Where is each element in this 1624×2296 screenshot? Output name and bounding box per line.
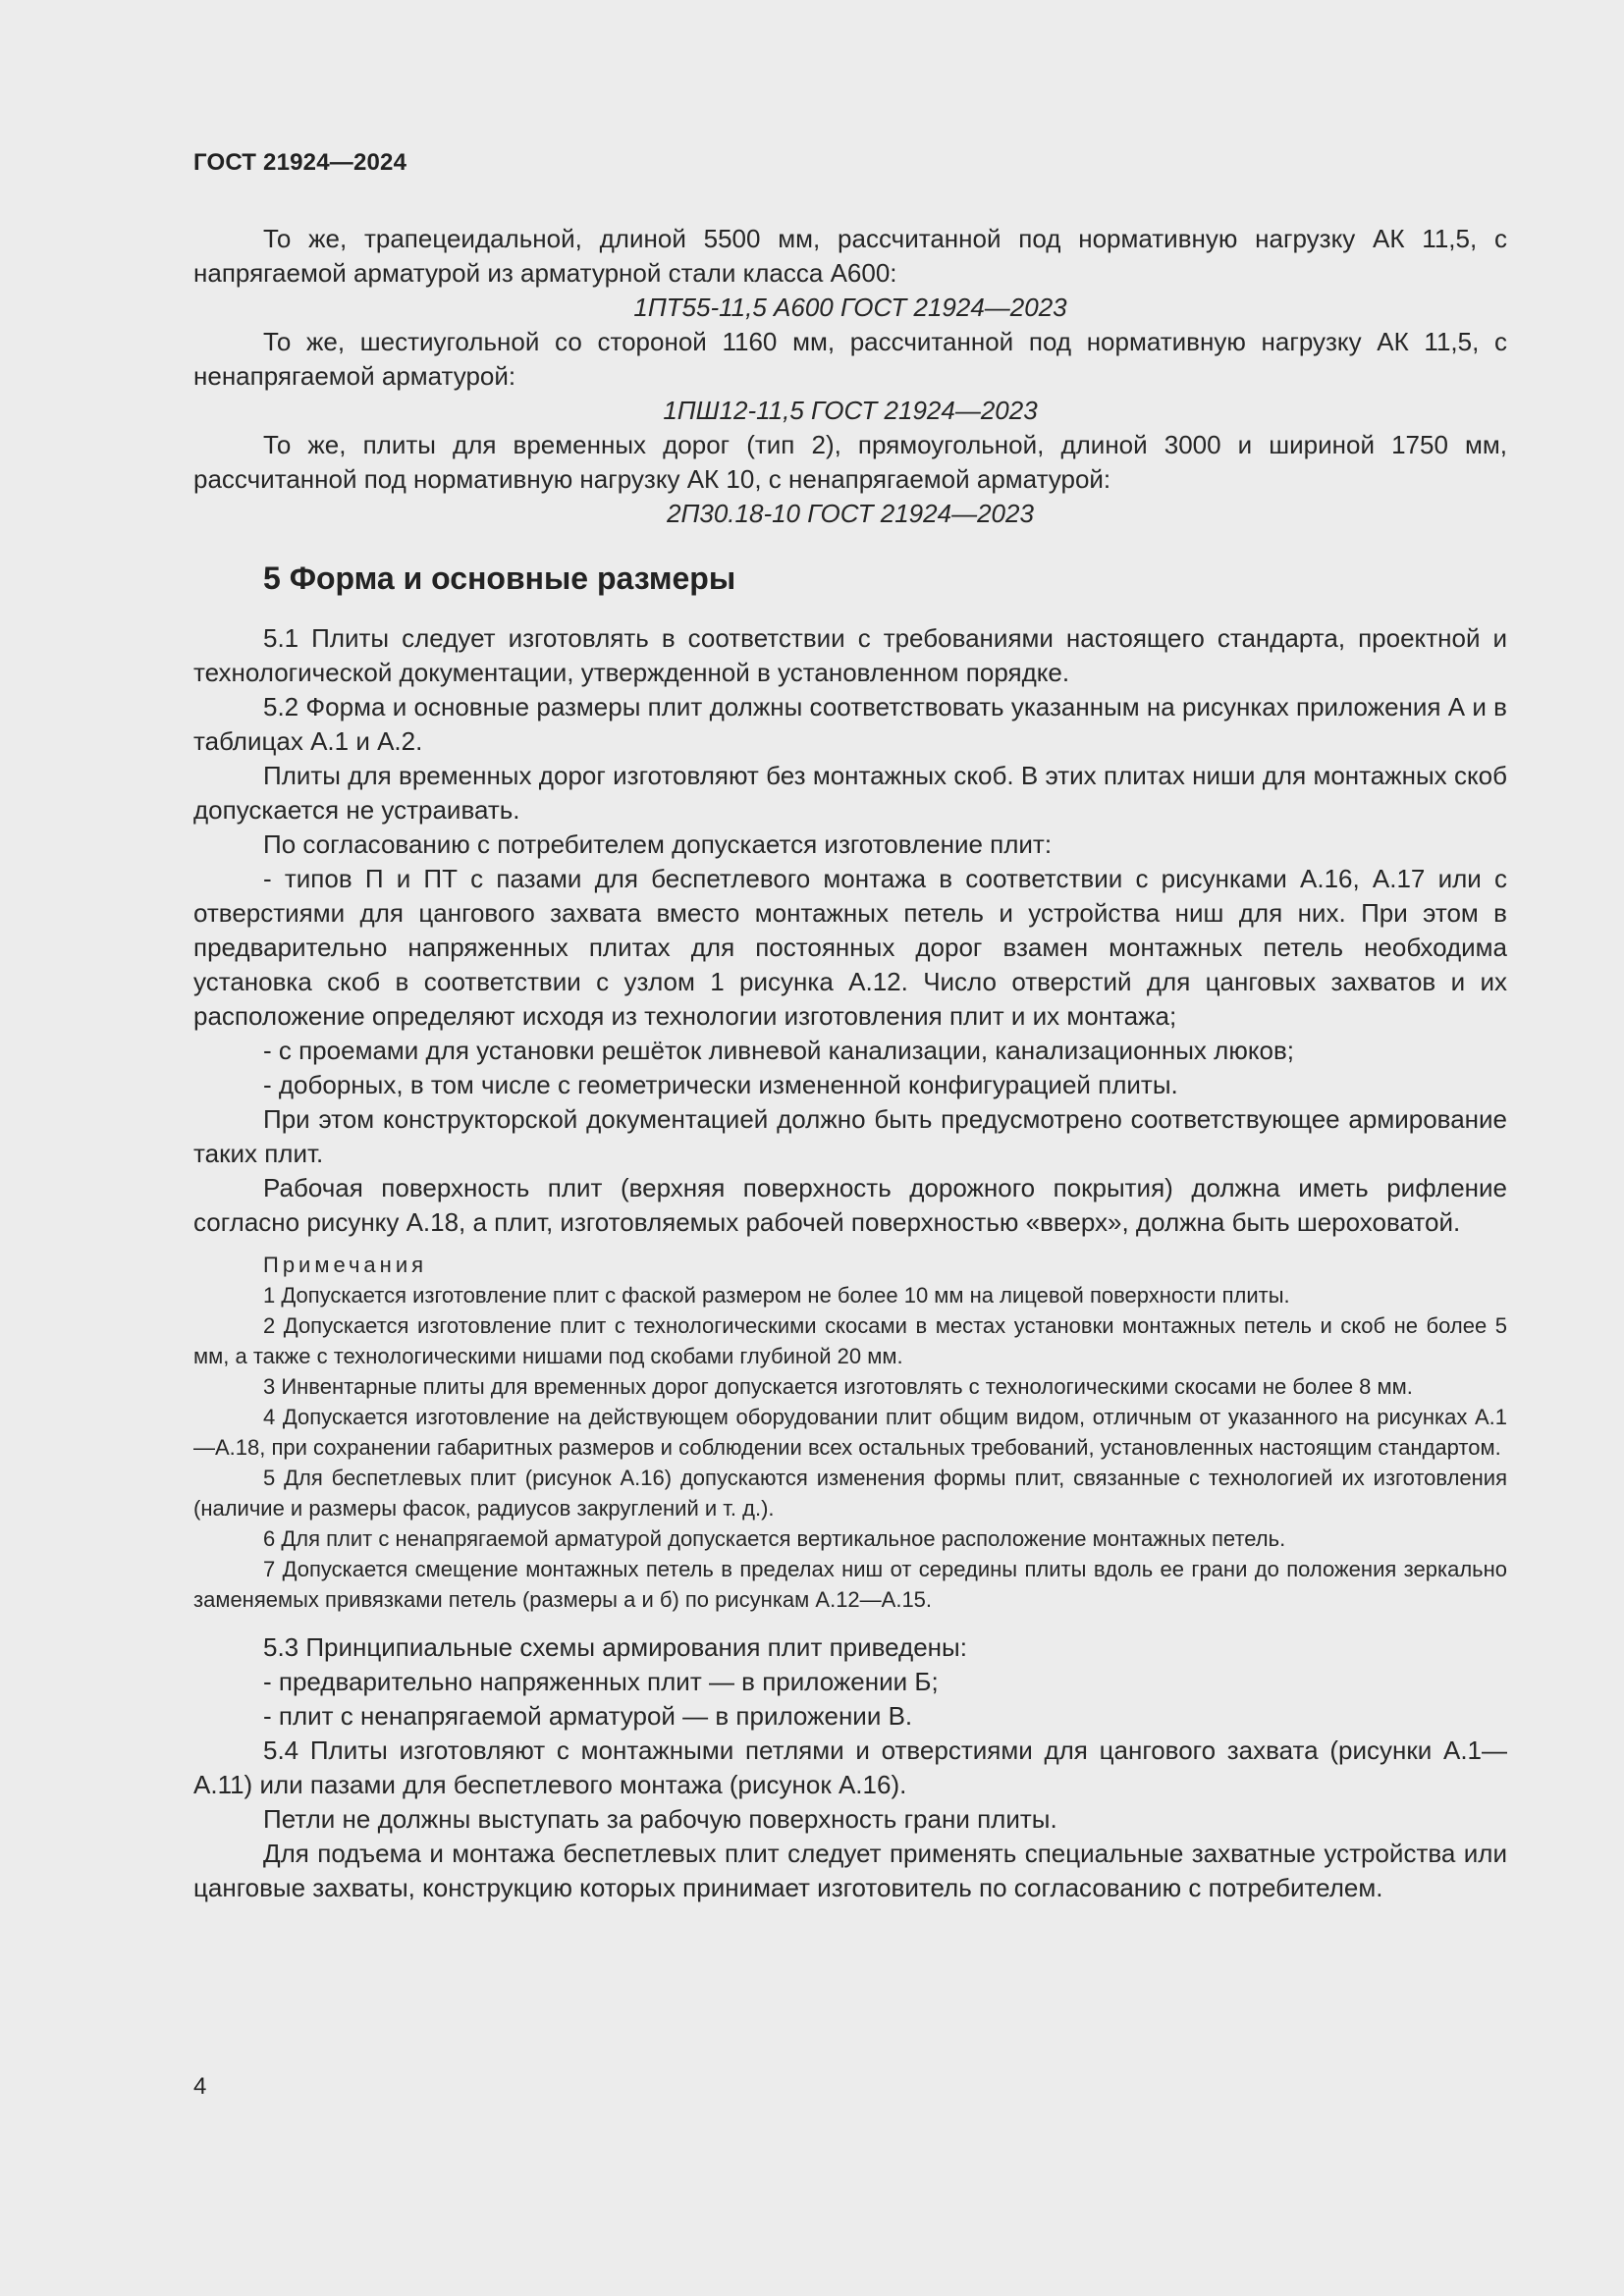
list-item-non-prestressed: - плит с ненапрягаемой арматурой — в приложении В. [263, 1701, 913, 1731]
list-item-additional: - доборных, в том числе с геометрически измененной конфигурацией плиты. [263, 1070, 1178, 1099]
clause-5-4: 5.4 Плиты изготовляют с монтажными петлями и отверстиями для цангового захвата (рисунки А.1—А.11) или пазами для беспетлевого монтажа (рисунок А.16). [193, 1735, 1507, 1799]
paragraph-example-trapezoidal: То же, трапецеидальной, длиной 5500 мм, рассчитанной под нормативную нагрузку АК 11,5, с напрягаемой арматурой из арматурной стали класса А600: [193, 224, 1507, 288]
designation-example-3: 2П30.18-10 ГОСТ 21924—2023 [667, 499, 1034, 528]
note-item: 2 Допускается изготовление плит с технологическими скосами в местах установки монтажных петель и скоб не более 5 мм, а также с технологическими нишами под скобами глубиной 20 мм. [193, 1313, 1507, 1368]
notes-block [193, 1250, 1507, 1615]
paragraph-example-hexagonal: То же, шестиугольной со стороной 1160 мм, рассчитанной под нормативную нагрузку АК 11,5, с ненапрягаемой арматурой: [193, 327, 1507, 391]
paragraph-example-temporary-road: То же, плиты для временных дорог (тип 2), прямоугольной, длиной 3000 и шириной 1750 мм, рассчитанной под нормативную нагрузку АК 10, с ненапрягаемой арматурой: [193, 430, 1507, 494]
note-item: 6 Для плит с ненапрягаемой арматурой допускается вертикальное расположение монтажных петель. [263, 1526, 1286, 1551]
paragraph-loops: Петли не должны выступать за рабочую поверхность грани плиты. [263, 1804, 1057, 1834]
page-content [193, 222, 1507, 1905]
note-item: 3 Инвентарные плиты для временных дорог допускается изготовлять с технологическими скосами не более 8 мм. [263, 1374, 1413, 1399]
note-item: 4 Допускается изготовление на действующем оборудовании плит общим видом, отличным от указанного на рисунках А.1—А.18, при сохранении габаритных размеров и соблюдении всех остальных требований, установленных настоящим стандартом. [193, 1405, 1507, 1460]
designation-example-2: 1ПШ12-11,5 ГОСТ 21924—2023 [663, 396, 1038, 425]
page-number: 4 [193, 2073, 207, 2100]
paragraph-agreement: По согласованию с потребителем допускается изготовление плит: [263, 829, 1053, 859]
clause-5-3: 5.3 Принципиальные схемы армирования плит приведены: [263, 1632, 967, 1662]
paragraph-working-surface: Рабочая поверхность плит (верхняя поверхность дорожного покрытия) должна иметь рифление согласно рисунку А.18, а плит, изготовляемых рабочей поверхностью «вверх», должна быть шероховатой. [193, 1173, 1507, 1237]
list-item-openings: - с проемами для установки решёток ливневой канализации, канализационных люков; [263, 1036, 1294, 1065]
note-item: 5 Для беспетлевых плит (рисунок А.16) допускаются изменения формы плит, связанные с технологией их изготовления (наличие и размеры фасок, радиусов закруглений и т. д.). [193, 1466, 1507, 1521]
paragraph-lifting: Для подъема и монтажа беспетлевых плит следует применять специальные захватные устройства или цанговые захваты, конструкцию которых принимает изготовитель по согласованию с потребителем. [193, 1839, 1507, 1902]
clause-5-2: 5.2 Форма и основные размеры плит должны соответствовать указанным на рисунках приложения А и в таблицах А.1 и А.2. [193, 692, 1507, 756]
paragraph-reinforcement: При этом конструкторской документацией должно быть предусмотрено соответствующее армирование таких плит. [193, 1104, 1507, 1168]
section-heading: 5 Форма и основные размеры [263, 561, 736, 596]
note-item: 1 Допускается изготовление плит с фаской размером не более 10 мм на лицевой поверхности плиты. [263, 1283, 1290, 1308]
paragraph-temporary-roads: Плиты для временных дорог изготовляют без монтажных скоб. В этих плитах ниши для монтажных скоб допускается не устраивать. [193, 761, 1507, 825]
note-item: 7 Допускается смещение монтажных петель в пределах ниш от середины плиты вдоль ее грани до положения зеркально заменяемых привязками петель (размеры а и б) по рисункам А.12—А.15. [193, 1557, 1507, 1612]
list-item-prestressed: - предварительно напряженных плит — в приложении Б; [263, 1667, 939, 1696]
notes-title: Примечания [263, 1253, 428, 1277]
list-item-types: - типов П и ПТ с пазами для беспетлевого монтажа в соответствии с рисунками А.16, А.17 или с отверстиями для цангового захвата вместо монтажных петель и устройства ниш для них. При этом в предварительно напряженных плитах для постоянных дорог взамен монтажных петель необходима установка скоб в соответствии с узлом 1 рисунка А.12. Число отверстий для цанговых захватов и их расположение определяют исходя из технологии изготовления плит и их монтажа; [193, 864, 1507, 1031]
clause-5-1: 5.1 Плиты следует изготовлять в соответствии с требованиями настоящего стандарта, проектной и технологической документации, утвержденной в установленном порядке. [193, 623, 1507, 687]
document-header: ГОСТ 21924—2024 [193, 149, 407, 176]
designation-example-1: 1ПТ55-11,5 А600 ГОСТ 21924—2023 [633, 293, 1067, 322]
